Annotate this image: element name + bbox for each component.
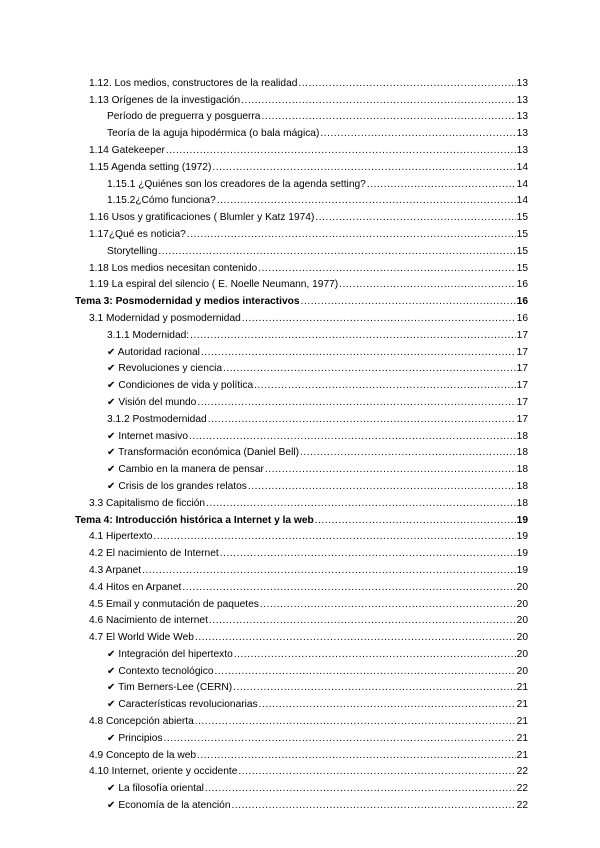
toc-page-number: 16 [516, 279, 528, 291]
toc-entry-label: 3.3 Capitalismo de ficción [89, 497, 206, 509]
toc-entry-label: 4.5 Email y conmutación de paquetes [89, 598, 259, 610]
dot-leader [223, 362, 516, 375]
toc-entry-label: ✔ Transformación económica (Daniel Bell) [107, 447, 299, 459]
toc-entry-label: ✔ Economía de la atención [107, 800, 231, 812]
toc-page-number: 22 [516, 766, 528, 778]
toc-page-number: 17 [516, 346, 528, 358]
toc-page-number: 20 [516, 632, 528, 644]
toc-entry-label: Teoría de la aguja hipodérmica (o bala mágica) [107, 128, 320, 140]
toc-entry-label: 4.6 Nacimiento de internet [89, 615, 208, 627]
dot-leader [215, 665, 516, 678]
toc-page-number: 18 [516, 447, 528, 459]
dot-leader [164, 732, 516, 745]
toc-page-number: 17 [516, 380, 528, 392]
toc-page-number: 19 [516, 514, 528, 526]
dot-leader [260, 598, 516, 611]
toc-entry[interactable] [0, 746, 528, 763]
toc-page-number: 15 [516, 262, 528, 274]
toc-chapter-entry[interactable] [0, 292, 528, 309]
toc-entry-label: 1.17¿Qué es noticia? [89, 228, 186, 240]
toc-entry-label: ✔ Autoridad racional [107, 346, 200, 358]
toc-entry-label: 4.9 Concepto de la web [89, 749, 197, 761]
toc-entry-label: 4.3 Arpanet [89, 564, 142, 576]
dot-leader [208, 413, 516, 426]
toc-page-number: 21 [516, 732, 528, 744]
toc-entry-label: 1.16 Usos y gratificaciones ( Blumler y Katz 1974) [89, 212, 315, 224]
toc-entry[interactable] [0, 192, 528, 209]
toc-page-number: 15 [516, 228, 528, 240]
dot-leader [259, 698, 516, 711]
toc-page-number: 16 [516, 296, 528, 308]
toc-entry-label: 1.12. Los medios, constructores de la realidad [89, 77, 298, 89]
dot-leader [298, 77, 515, 90]
toc-page-number: 21 [516, 716, 528, 728]
toc-entry[interactable] [0, 679, 528, 696]
toc-entry[interactable] [0, 326, 528, 343]
table-of-contents [0, 74, 600, 813]
toc-entry-label: 4.10 Internet, oriente y occidente [89, 766, 238, 778]
toc-page-number: 17 [516, 413, 528, 425]
dot-leader [212, 161, 515, 174]
toc-entry[interactable] [0, 427, 528, 444]
toc-entry[interactable] [0, 477, 528, 494]
toc-entry[interactable] [0, 124, 528, 141]
toc-entry[interactable] [0, 528, 528, 545]
dot-leader [254, 379, 516, 392]
dot-leader [205, 782, 516, 795]
toc-entry[interactable] [0, 612, 528, 629]
toc-entry[interactable] [0, 561, 528, 578]
dot-leader [189, 430, 516, 443]
toc-page-number: 13 [516, 111, 528, 123]
toc-entry-label: ✔ Contexto tecnológico [107, 665, 214, 677]
toc-entry-label: 1.15.1 ¿Quiénes son los creadores de la agenda setting? [107, 178, 366, 190]
toc-entry[interactable] [0, 779, 528, 796]
toc-page-number: 19 [516, 531, 528, 543]
toc-entry-label: 4.7 El World Wide Web [89, 632, 194, 644]
dot-leader [182, 581, 515, 594]
toc-entry-label: 4.1 Hipertexto [89, 531, 153, 543]
toc-page-number: 18 [516, 430, 528, 442]
toc-entry[interactable] [0, 74, 528, 91]
toc-page-number: 21 [516, 682, 528, 694]
dot-leader [315, 514, 516, 527]
toc-entry[interactable] [0, 393, 528, 410]
dot-leader [301, 295, 516, 308]
toc-entry[interactable] [0, 309, 528, 326]
toc-entry-label: ✔ Visión del mundo [107, 396, 197, 408]
toc-entry[interactable] [0, 763, 528, 780]
toc-entry[interactable] [0, 376, 528, 393]
toc-page-number: 21 [516, 749, 528, 761]
toc-entry-label: 3.1.1 Modernidad: [107, 329, 190, 341]
toc-entry[interactable] [0, 628, 528, 645]
dot-leader [242, 312, 516, 325]
toc-entry-label: ✔ Principios [107, 732, 163, 744]
toc-entry[interactable] [0, 158, 528, 175]
toc-entry-label: 3.1.2 Postmodernidad [107, 413, 207, 425]
toc-entry[interactable] [0, 410, 528, 427]
toc-chapter-entry[interactable] [0, 511, 528, 528]
toc-entry-label: ✔ La filosofía oriental [107, 783, 204, 795]
toc-entry[interactable] [0, 242, 528, 259]
toc-entry[interactable] [0, 91, 528, 108]
toc-entry[interactable] [0, 259, 528, 276]
toc-entry-label: 1.15 Agenda setting (1972) [89, 161, 212, 173]
dot-leader [197, 396, 515, 409]
toc-entry-label: ✔ Integración del hipertexto [107, 648, 233, 660]
dot-leader [339, 278, 515, 291]
toc-entry-label: Tema 4: Introducción histórica a Internet y la web [75, 514, 314, 526]
toc-page-number: 14 [516, 161, 528, 173]
toc-page-number: 19 [516, 564, 528, 576]
toc-entry[interactable] [0, 343, 528, 360]
toc-page-number: 20 [516, 665, 528, 677]
toc-entry[interactable] [0, 460, 528, 477]
toc-page-number: 13 [516, 128, 528, 140]
toc-entry-label: 1.19 La espiral del silencio ( E. Noelle Neumann, 1977) [89, 279, 339, 291]
dot-leader [315, 211, 515, 224]
toc-page-number: 22 [516, 783, 528, 795]
toc-page-number: 17 [516, 363, 528, 375]
toc-page-number: 13 [516, 77, 528, 89]
toc-entry[interactable] [0, 729, 528, 746]
toc-page-number: 20 [516, 598, 528, 610]
dot-leader [197, 749, 516, 762]
dot-leader [261, 110, 515, 123]
toc-page-number: 13 [516, 94, 528, 106]
toc-page-number: 17 [516, 396, 528, 408]
toc-page-number: 17 [516, 329, 528, 341]
toc-entry[interactable] [0, 444, 528, 461]
toc-page-number: 20 [516, 648, 528, 660]
toc-entry-label: ✔ Revoluciones y ciencia [107, 363, 222, 375]
toc-entry-label: ✔ Cambio en la manera de pensar [107, 464, 264, 476]
toc-entry-label: 1.15.2¿Cómo funciona? [107, 195, 216, 207]
toc-entry-label: Storytelling [107, 245, 158, 257]
dot-leader [166, 144, 516, 157]
toc-entry[interactable] [0, 712, 528, 729]
dot-leader [217, 194, 516, 207]
dot-leader [234, 648, 516, 661]
toc-page-number: 22 [516, 800, 528, 812]
dot-leader [195, 715, 516, 728]
toc-entry[interactable] [0, 175, 528, 192]
toc-entry-label: ✔ Tim Berners-Lee (CERN) [107, 682, 233, 694]
toc-entry-label: ✔ Características revolucionarias [107, 699, 258, 711]
toc-page-number: 15 [516, 212, 528, 224]
toc-page-number: 14 [516, 195, 528, 207]
toc-page-number: 18 [516, 480, 528, 492]
toc-entry-label: 1.13 Orígenes de la investigación [89, 94, 241, 106]
toc-entry-label: ✔ Crisis de los grandes relatos [107, 480, 247, 492]
toc-entry[interactable] [0, 276, 528, 293]
toc-entry[interactable] [0, 208, 528, 225]
dot-leader [300, 446, 516, 459]
dot-leader [142, 564, 516, 577]
dot-leader [153, 530, 515, 543]
toc-entry[interactable] [0, 360, 528, 377]
toc-entry[interactable] [0, 494, 528, 511]
dot-leader [220, 547, 516, 560]
toc-entry[interactable] [0, 662, 528, 679]
toc-page-number: 15 [516, 245, 528, 257]
toc-entry[interactable] [0, 796, 528, 813]
toc-entry-label: 4.4 Hitos en Arpanet [89, 581, 182, 593]
toc-page-number: 16 [516, 312, 528, 324]
toc-entry-label: ✔ Condiciones de vida y política [107, 380, 254, 392]
toc-entry[interactable] [0, 108, 528, 125]
toc-page-number: 21 [516, 699, 528, 711]
toc-page-number: 20 [516, 615, 528, 627]
dot-leader [209, 614, 516, 627]
dot-leader [238, 765, 515, 778]
dot-leader [206, 497, 516, 510]
toc-entry[interactable] [0, 141, 528, 158]
toc-page-number: 20 [516, 581, 528, 593]
toc-entry[interactable] [0, 225, 528, 242]
toc-entry[interactable] [0, 544, 528, 561]
dot-leader [367, 178, 516, 191]
toc-page-number: 13 [516, 144, 528, 156]
toc-page-number: 18 [516, 497, 528, 509]
dot-leader [248, 480, 516, 493]
dot-leader [187, 228, 516, 241]
toc-entry-label: 1.18 Los medios necesitan contenido [89, 262, 258, 274]
dot-leader [241, 94, 515, 107]
dot-leader [190, 329, 516, 342]
dot-leader [258, 262, 515, 275]
dot-leader [195, 631, 516, 644]
dot-leader [320, 127, 515, 140]
toc-entry[interactable] [0, 578, 528, 595]
toc-entry-label: 3.1 Modernidad y posmodernidad [89, 312, 241, 324]
toc-page-number: 14 [516, 178, 528, 190]
toc-entry-label: ✔ Internet masivo [107, 430, 189, 442]
toc-page-number: 19 [516, 548, 528, 560]
dot-leader [233, 681, 516, 694]
dot-leader [158, 245, 515, 258]
toc-entry[interactable] [0, 595, 528, 612]
dot-leader [265, 463, 516, 476]
toc-entry-label: 4.8 Concepción abierta [89, 716, 194, 728]
toc-entry-label: Tema 3: Posmodernidad y medios interactivos [75, 296, 300, 308]
dot-leader [232, 799, 516, 812]
toc-entry[interactable] [0, 645, 528, 662]
toc-page-number: 18 [516, 464, 528, 476]
toc-entry[interactable] [0, 695, 528, 712]
toc-entry-label: 4.2 El nacimiento de Internet [89, 548, 219, 560]
toc-entry-label: Período de preguerra y posguerra [107, 111, 261, 123]
dot-leader [201, 346, 516, 359]
toc-entry-label: 1.14 Gatekeeper [89, 144, 165, 156]
